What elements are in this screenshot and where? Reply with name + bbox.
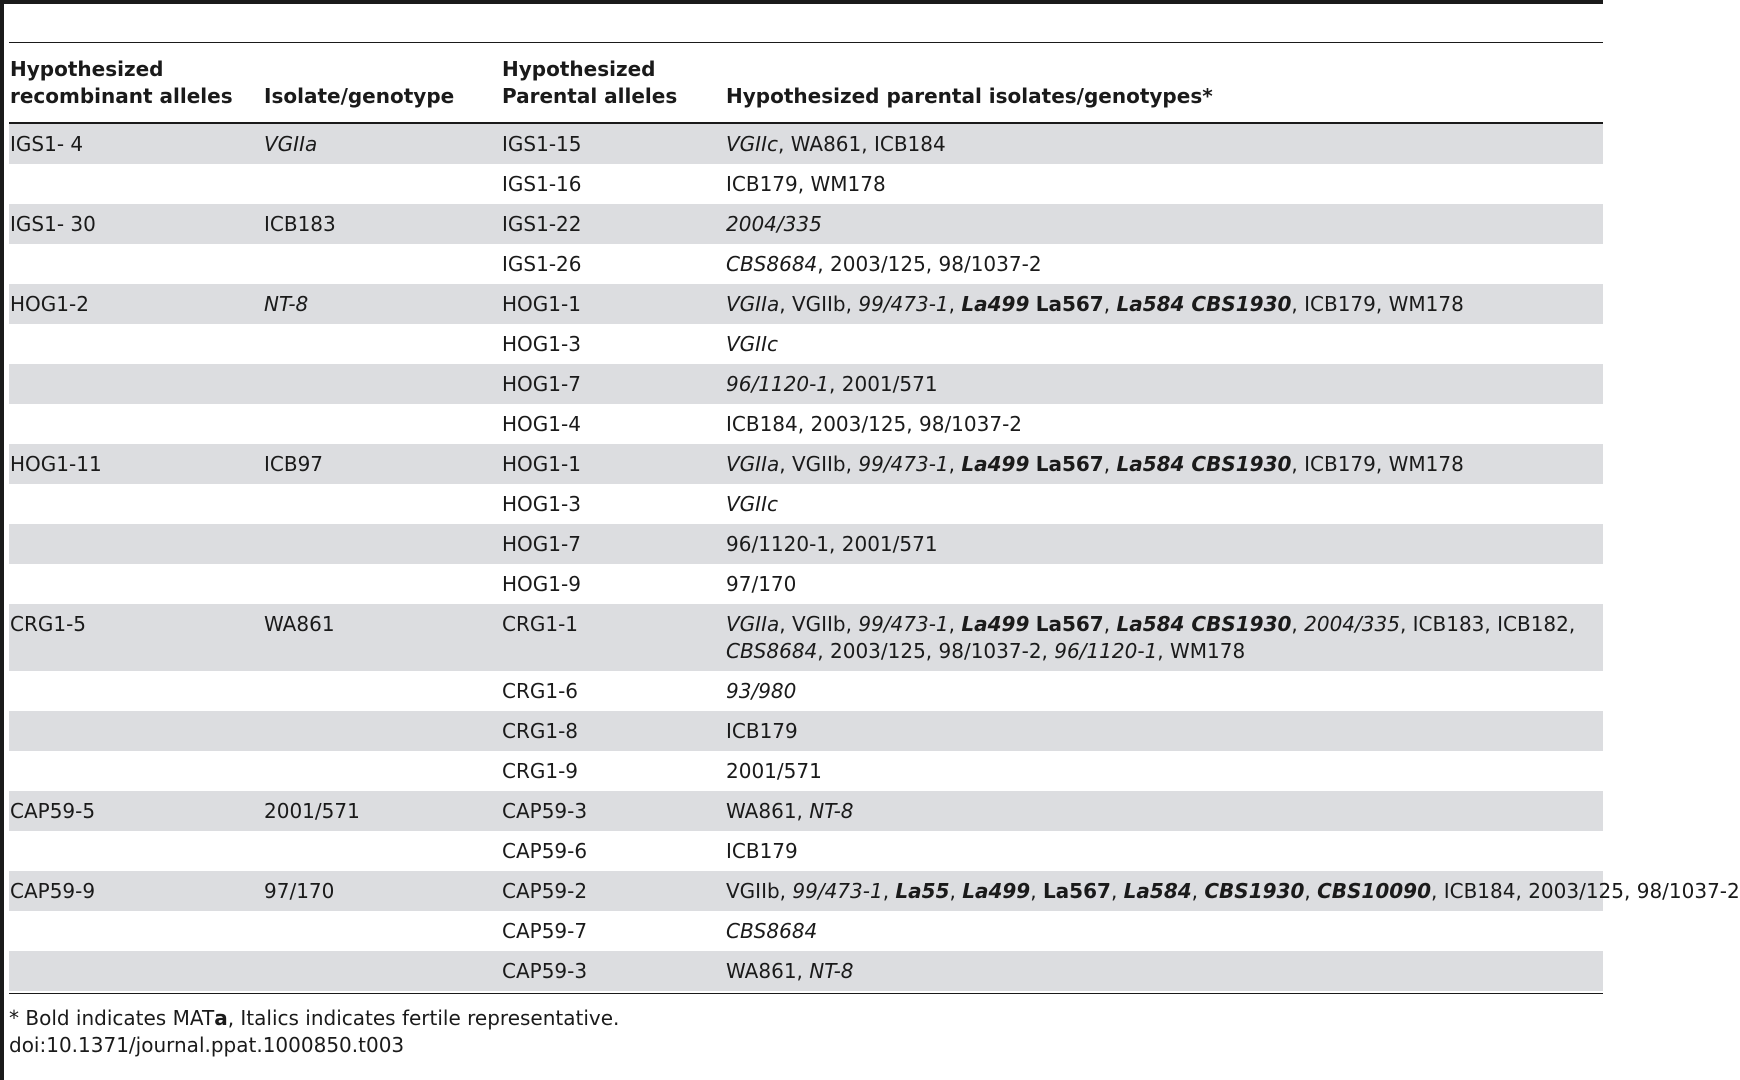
- table-row: [9, 524, 1603, 564]
- table-row: [9, 604, 1603, 671]
- text-segment: 99/473-1: [858, 292, 949, 316]
- parental-allele-cell: HOG1-1: [502, 452, 581, 476]
- table-row: [9, 831, 1603, 871]
- text-segment: La499: [961, 292, 1030, 316]
- text-segment: , ICB179, WM178: [1291, 292, 1464, 316]
- isolate-genotype-cell: WA861: [264, 612, 335, 636]
- text-segment: La584: [1123, 879, 1192, 903]
- parental-isolates-cell: [726, 798, 854, 825]
- table-row: [9, 911, 1603, 951]
- table-header: [9, 43, 1603, 124]
- parental-isolates-cell: [726, 211, 822, 238]
- text-segment: WA861,: [726, 799, 810, 823]
- text-segment: VGIIa: [726, 612, 780, 636]
- text-segment: ,: [1103, 452, 1117, 476]
- parental-allele-cell: IGS1-16: [502, 172, 582, 196]
- parental-allele-cell: CAP59-3: [502, 959, 588, 983]
- text-segment: VGIIc: [726, 332, 778, 356]
- recombinant-allele-cell: CAP59-5: [10, 799, 96, 823]
- text-segment: 2001/571: [726, 759, 822, 783]
- text-segment: ,: [882, 879, 896, 903]
- text-segment: CBS10090: [1317, 879, 1431, 903]
- text-segment: La567: [1042, 879, 1111, 903]
- table-bottom-rule: [9, 993, 1603, 994]
- text-segment: 96/1120-1, 2001/571: [726, 532, 938, 556]
- text-segment: CBS8684: [726, 919, 818, 943]
- text-segment: La584 CBS1930: [1116, 612, 1292, 636]
- text-segment: ,: [1110, 879, 1124, 903]
- parental-isolates-cell: [726, 718, 798, 745]
- recombinant-allele-cell: IGS1- 4: [10, 132, 84, 156]
- isolate-genotype-cell: NT-8: [264, 292, 309, 316]
- table-row: [9, 791, 1603, 831]
- text-segment: NT-8: [809, 959, 854, 983]
- parental-allele-cell: CRG1-6: [502, 679, 579, 703]
- text-segment: CBS1930: [1204, 879, 1305, 903]
- text-segment: La499: [961, 612, 1030, 636]
- table-row: [9, 671, 1603, 711]
- header-recombinant-alleles: Hypothesized recombinant alleles: [10, 57, 233, 108]
- top-rule: [0, 0, 1603, 4]
- text-segment: ,: [948, 452, 962, 476]
- parental-allele-cell: HOG1-1: [502, 292, 581, 316]
- text-segment: 99/473-1: [792, 879, 883, 903]
- text-segment: La567: [1035, 612, 1104, 636]
- text-segment: , 2001/571: [829, 372, 938, 396]
- header-isolate-genotype: Isolate/genotype: [264, 84, 455, 108]
- text-segment: VGIIa: [726, 292, 780, 316]
- table-row: [9, 364, 1603, 404]
- table-row: [9, 484, 1603, 524]
- table-row: [9, 951, 1603, 991]
- text-segment: , 2003/125, 98/1037-2,: [817, 639, 1055, 663]
- text-segment: 93/980: [726, 679, 797, 703]
- table-row: [9, 284, 1603, 324]
- text-segment: ,: [948, 292, 962, 316]
- text-segment: , VGIIb,: [779, 612, 859, 636]
- table-row: [9, 164, 1603, 204]
- parental-allele-cell: CAP59-6: [502, 839, 588, 863]
- parental-isolates-cell: [726, 758, 822, 785]
- recombinant-allele-cell: IGS1- 30: [10, 212, 96, 236]
- text-segment: ,: [1030, 879, 1043, 903]
- parental-allele-cell: CRG1-8: [502, 719, 579, 743]
- text-segment: WA861,: [726, 959, 810, 983]
- recombinant-allele-cell: CRG1-5: [10, 612, 87, 636]
- recombinant-allele-cell: CAP59-9: [10, 879, 96, 903]
- text-segment: La584 CBS1930: [1116, 452, 1292, 476]
- text-segment: VGIIb,: [726, 879, 793, 903]
- text-segment: ICB179: [726, 839, 798, 863]
- parental-allele-cell: CAP59-3: [502, 799, 588, 823]
- parental-allele-cell: HOG1-7: [502, 532, 581, 556]
- table-body: [9, 124, 1740, 991]
- parental-allele-cell: CAP59-2: [502, 879, 588, 903]
- parental-isolates-cell: [726, 491, 778, 518]
- text-segment: La55: [895, 879, 950, 903]
- table-row: [9, 124, 1603, 164]
- text-segment: 96/1120-1: [726, 372, 830, 396]
- text-segment: VGIIa: [726, 452, 780, 476]
- text-segment: 2004/335: [1304, 612, 1400, 636]
- parental-allele-cell: HOG1-7: [502, 372, 581, 396]
- parental-allele-cell: HOG1-4: [502, 412, 581, 436]
- isolate-genotype-cell: ICB97: [264, 452, 324, 476]
- text-segment: ICB179: [726, 719, 798, 743]
- text-segment: 99/473-1: [858, 452, 949, 476]
- parental-isolates-cell: [726, 611, 1606, 665]
- text-segment: VGIIc: [726, 132, 778, 156]
- parental-allele-cell: IGS1-22: [502, 212, 582, 236]
- parental-isolates-cell: [726, 331, 778, 358]
- text-segment: 97/170: [726, 572, 797, 596]
- recombinant-allele-cell: HOG1-2: [10, 292, 89, 316]
- table-row: [9, 871, 1740, 911]
- parental-isolates-cell: [726, 131, 946, 158]
- text-segment: La584 CBS1930: [1116, 292, 1292, 316]
- text-segment: , ICB183, ICB182,: [1399, 612, 1576, 636]
- text-segment: a: [214, 1006, 228, 1030]
- parental-isolates-cell: [726, 411, 1022, 438]
- parental-isolates-cell: [726, 531, 938, 558]
- left-rule: [0, 0, 4, 1080]
- parental-isolates-cell: [726, 251, 1042, 278]
- text-segment: ICB184, 2003/125, 98/1037-2: [726, 412, 1023, 436]
- text-segment: ,: [1304, 879, 1318, 903]
- text-segment: ,: [949, 879, 963, 903]
- parental-allele-cell: CAP59-7: [502, 919, 588, 943]
- text-segment: 2004/335: [726, 212, 822, 236]
- isolate-genotype-cell: ICB183: [264, 212, 336, 236]
- text-segment: , Italics indicates fertile representative.: [227, 1006, 620, 1030]
- parental-isolates-cell: [726, 451, 1464, 478]
- parental-isolates-cell: [726, 678, 796, 705]
- parental-isolates-cell: [726, 571, 796, 598]
- data-table: [9, 42, 1740, 994]
- text-segment: ,: [1103, 292, 1117, 316]
- text-segment: CBS8684: [726, 639, 818, 663]
- text-segment: La567: [1035, 292, 1104, 316]
- parental-allele-cell: CRG1-9: [502, 759, 579, 783]
- text-segment: La499: [961, 452, 1030, 476]
- text-segment: ,: [1291, 612, 1305, 636]
- table-row: [9, 444, 1603, 484]
- text-segment: NT-8: [809, 799, 854, 823]
- parental-isolates-cell: [726, 958, 854, 985]
- text-segment: VGIIc: [726, 492, 778, 516]
- parental-allele-cell: HOG1-9: [502, 572, 581, 596]
- text-segment: La567: [1035, 452, 1104, 476]
- parental-allele-cell: HOG1-3: [502, 332, 581, 356]
- parental-allele-cell: IGS1-15: [502, 132, 582, 156]
- isolate-genotype-cell: 97/170: [264, 879, 335, 903]
- parental-allele-cell: HOG1-3: [502, 492, 581, 516]
- text-segment: , WA861, ICB184: [777, 132, 946, 156]
- parental-allele-cell: CRG1-1: [502, 612, 579, 636]
- text-segment: CBS8684: [726, 252, 818, 276]
- parental-isolates-cell: [726, 918, 817, 945]
- recombinant-allele-cell: HOG1-11: [10, 452, 102, 476]
- text-segment: , VGIIb,: [779, 452, 859, 476]
- parental-allele-cell: IGS1-26: [502, 252, 582, 276]
- parental-isolates-cell: [726, 371, 938, 398]
- isolate-genotype-cell: VGIIa: [264, 132, 318, 156]
- text-segment: ,: [948, 612, 962, 636]
- table-row: [9, 324, 1603, 364]
- header-parental-isolates: Hypothesized parental isolates/genotypes*: [726, 84, 1213, 108]
- parental-isolates-cell: [726, 291, 1464, 318]
- text-segment: 99/473-1: [858, 612, 949, 636]
- text-segment: ,: [1103, 612, 1117, 636]
- parental-isolates-cell: [726, 171, 886, 198]
- text-segment: , 2003/125, 98/1037-2: [817, 252, 1042, 276]
- parental-isolates-cell: [726, 838, 798, 865]
- text-segment: ,: [1191, 879, 1205, 903]
- text-segment: La499: [962, 879, 1031, 903]
- table-row: [9, 404, 1603, 444]
- header-parental-alleles: Hypothesized Parental alleles: [502, 57, 678, 108]
- table-row: [9, 244, 1603, 284]
- isolate-genotype-cell: 2001/571: [264, 799, 360, 823]
- text-segment: , ICB179, WM178: [1291, 452, 1464, 476]
- text-segment: 96/1120-1: [1054, 639, 1158, 663]
- table-row: [9, 204, 1603, 244]
- text-segment: , WM178: [1157, 639, 1246, 663]
- text-segment: , ICB184, 2003/125, 98/1037-2: [1431, 879, 1740, 903]
- table-row: [9, 564, 1603, 604]
- text-segment: , VGIIb,: [779, 292, 859, 316]
- doi-text: doi:10.1371/journal.ppat.1000850.t003: [9, 1033, 405, 1057]
- text-segment: ICB179, WM178: [726, 172, 886, 196]
- footnote: [9, 1005, 619, 1032]
- parental-isolates-cell: [726, 878, 1740, 905]
- text-segment: * Bold indicates MAT: [9, 1006, 215, 1030]
- table-row: [9, 751, 1603, 791]
- table-row: [9, 711, 1603, 751]
